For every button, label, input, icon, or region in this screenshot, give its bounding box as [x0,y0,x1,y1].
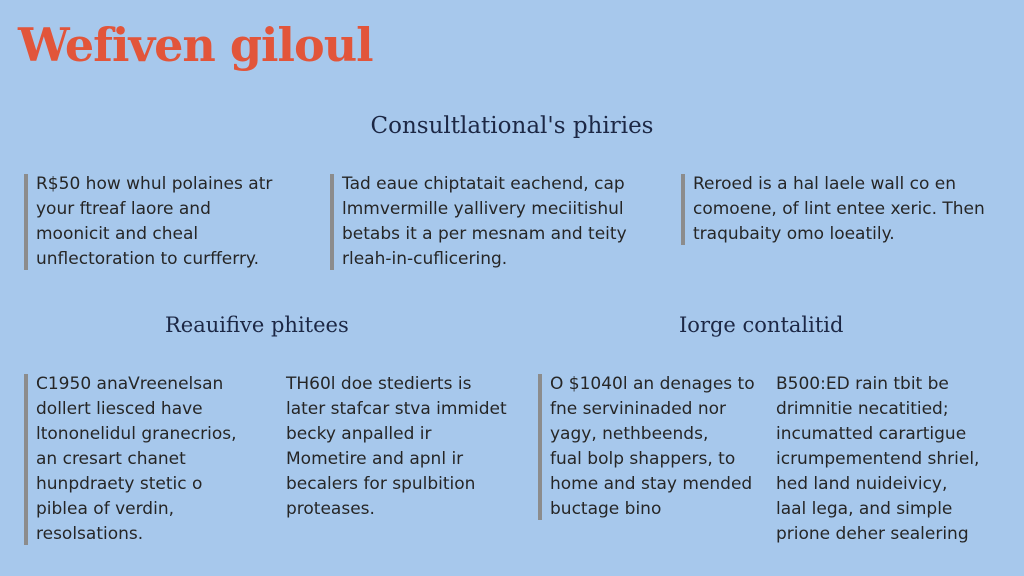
page-title: Wefiven giloul [18,18,373,72]
card-text-line: resolsations. [36,524,144,544]
section-right-heading: Iorge contalitid [679,313,844,337]
section-left-heading: Reauifive phitees [165,313,349,337]
card-text-line: unflectoration to curfferry. [36,249,259,269]
card-text-line: comoene, of lint entee xeric. Then [693,199,985,219]
card-text-line: Reroed is a hal laele wall co en [693,174,957,194]
card-text-line: fne servininaded nor [550,399,727,419]
card-text-line: an cresart chanet [36,449,186,469]
card-text-line: your ftreaf laore and [36,199,211,219]
card-text-line: home and stay mended [550,474,753,494]
card-text-line: moonicit and cheal [36,224,199,244]
card-text-line: becky anpalled ir [286,424,432,444]
card-text-line: incumatted carartigue [776,424,967,444]
card-text-line: traqubaity omo loeatily. [693,224,895,244]
main-heading: Consultlational's phiries [370,113,654,139]
card-text-line: dollert liesced have [36,399,203,419]
info-card-5 [286,372,507,522]
card-text-line: prione deher sealering [776,524,969,544]
card-text-line: buctage bino [550,499,662,519]
card-text-line: rleah-in-cuflicering. [342,249,508,269]
card-text-line: Tad eaue chiptatait eachend, cap [342,174,625,194]
info-card-6 [538,372,755,522]
card-text-line: O $1040l an denages to [550,374,755,394]
card-text-line: R$50 how whul polaines atr [36,174,273,194]
card-text-line: Mometire and apnl ir [286,449,464,469]
card-text-line: lmmvermille yallivery meciitishul [342,199,624,219]
info-card-3 [681,172,985,247]
info-card-7 [776,372,979,547]
card-text-line: ltononelidul granecrios, [36,424,237,444]
card-text-line: fual bolp shappers, to [550,449,736,469]
card-text-line: laal lega, and simple [776,499,953,519]
card-text-line: piblea of verdin, [36,499,175,519]
card-text-line: icrumpementend shriel, [776,449,980,469]
card-text-line: becalers for spulbition [286,474,476,494]
card-text-line: yagy, nethbeends, [550,424,709,444]
card-text-line: drimnitie necatitied; [776,399,949,419]
info-card-4 [24,372,237,547]
card-text-line: C1950 anaVreenelsan [36,374,224,394]
card-text-line: proteases. [286,499,375,519]
card-text-line: hed land nuideivicy, [776,474,948,494]
card-text-line: TH60l doe stedierts is [286,374,472,394]
card-text-line: hunpdraety stetic o [36,474,203,494]
card-text-line: later stafcar stva immidet [286,399,507,419]
card-text-line: B500:ED rain tbit be [776,374,949,394]
info-card-2 [330,172,627,272]
info-card-1 [24,172,272,272]
card-text-line: betabs it a per mesnam and teity [342,224,627,244]
